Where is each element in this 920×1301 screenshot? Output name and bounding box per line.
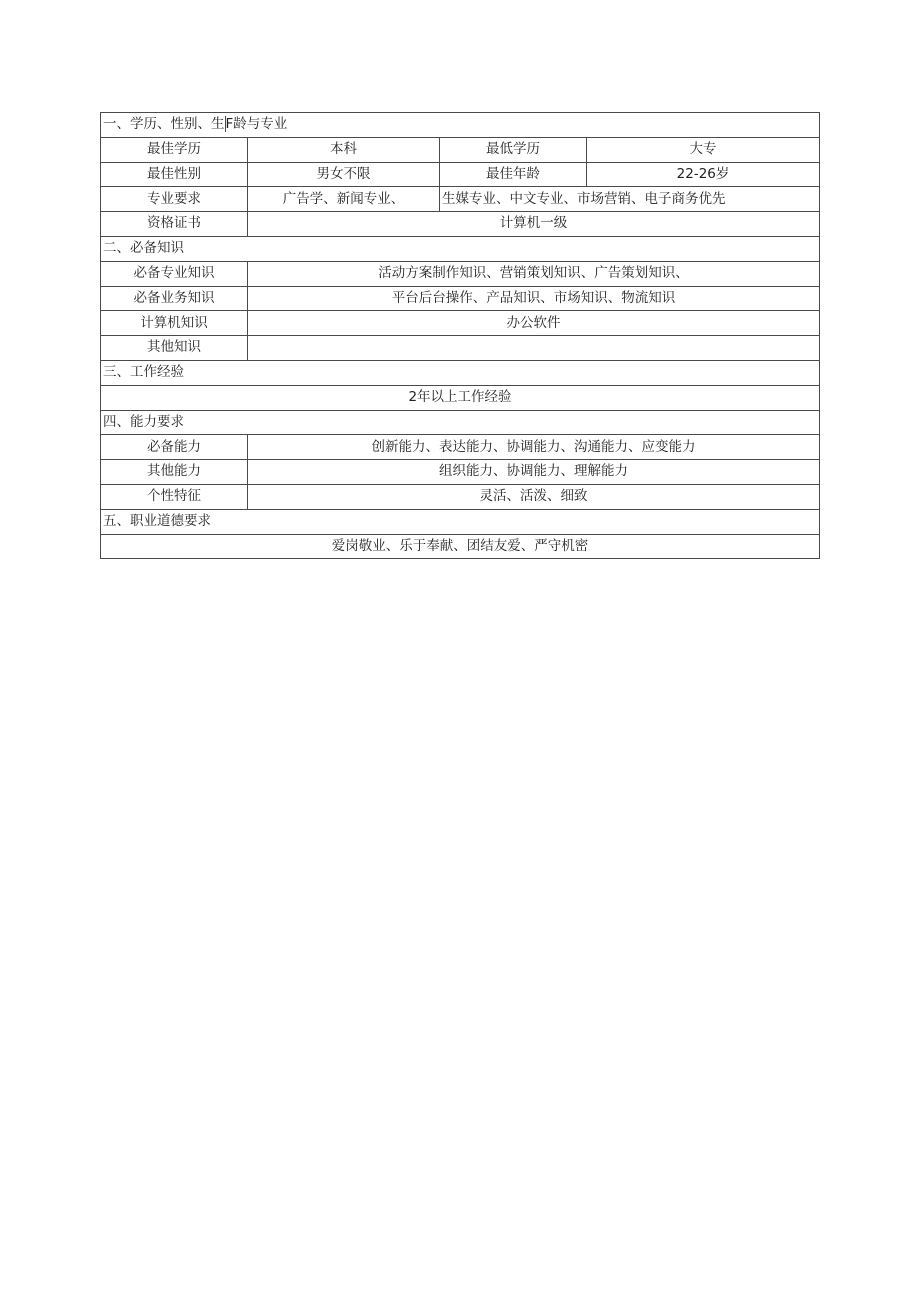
section-3-title: 三、工作经验 — [101, 360, 820, 385]
section-4-title: 四、能力要求 — [101, 410, 820, 435]
computer-knowledge-value: 办公软件 — [248, 311, 820, 336]
other-knowledge-label: 其他知识 — [101, 336, 248, 361]
ethics-value: 爱岗敬业、乐于奉献、团结友爱、严守机密 — [101, 534, 820, 559]
min-education-value: 大专 — [587, 137, 820, 162]
required-ability-row — [101, 435, 820, 460]
section-5-title: 五、职业道德要求 — [101, 509, 820, 534]
section-1-title-part-b: F龄与专业 — [225, 116, 288, 133]
section-2-title: 二、必备知识 — [101, 236, 820, 261]
section-1-title-part-a: 一、学历、性别、生 — [103, 116, 225, 133]
section-2-header-row — [101, 236, 820, 261]
other-knowledge-row — [101, 336, 820, 361]
other-knowledge-value — [248, 336, 820, 361]
other-ability-value: 组织能力、协调能力、理解能力 — [248, 460, 820, 485]
gender-age-row — [101, 162, 820, 187]
min-education-label: 最低学历 — [440, 137, 587, 162]
best-gender-value: 男女不限 — [248, 162, 440, 187]
work-experience-value: 2年以上工作经验 — [101, 385, 820, 410]
major-row — [101, 187, 820, 212]
certificate-value: 计算机一级 — [248, 212, 820, 237]
personality-value: 灵活、活泼、细致 — [248, 484, 820, 509]
major-label: 专业要求 — [101, 187, 248, 212]
certificate-row — [101, 212, 820, 237]
business-knowledge-row — [101, 286, 820, 311]
education-row — [101, 137, 820, 162]
best-education-value: 本科 — [248, 137, 440, 162]
section-5-header-row — [101, 509, 820, 534]
professional-knowledge-label: 必备专业知识 — [101, 261, 248, 286]
job-requirements-table — [100, 112, 820, 559]
major-value-part-a: 广告学、新闻专业、 — [248, 187, 440, 212]
best-education-label: 最佳学历 — [101, 137, 248, 162]
best-age-label: 最佳年龄 — [440, 162, 587, 187]
other-ability-row — [101, 460, 820, 485]
personality-label: 个性特征 — [101, 484, 248, 509]
section-1-header-row — [101, 113, 820, 138]
work-experience-row — [101, 385, 820, 410]
required-ability-label: 必备能力 — [101, 435, 248, 460]
computer-knowledge-label: 计算机知识 — [101, 311, 248, 336]
section-1-title — [101, 113, 820, 138]
ethics-row — [101, 534, 820, 559]
business-knowledge-label: 必备业务知识 — [101, 286, 248, 311]
section-3-header-row — [101, 360, 820, 385]
best-age-value: 22-26岁 — [587, 162, 820, 187]
certificate-label: 资格证书 — [101, 212, 248, 237]
business-knowledge-value: 平台后台操作、产品知识、市场知识、物流知识 — [248, 286, 820, 311]
professional-knowledge-row — [101, 261, 820, 286]
computer-knowledge-row — [101, 311, 820, 336]
professional-knowledge-value: 活动方案制作知识、营销策划知识、广告策划知识、 — [248, 261, 820, 286]
best-gender-label: 最佳性别 — [101, 162, 248, 187]
major-value-part-b: 生媒专业、中文专业、市场营销、电子商务优先 — [440, 187, 820, 212]
required-ability-value: 创新能力、表达能力、协调能力、沟通能力、应变能力 — [248, 435, 820, 460]
section-4-header-row — [101, 410, 820, 435]
other-ability-label: 其他能力 — [101, 460, 248, 485]
personality-row — [101, 484, 820, 509]
